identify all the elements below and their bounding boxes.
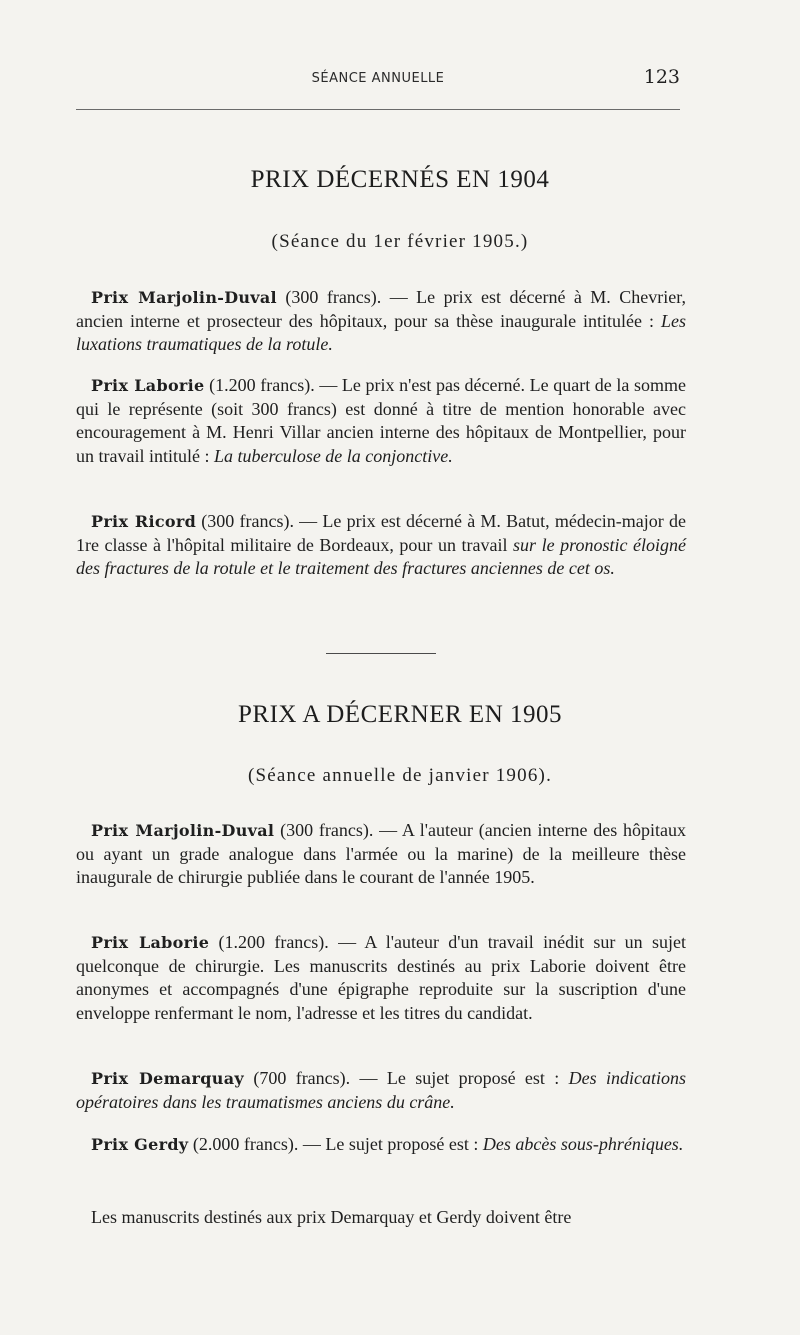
prize-name: Prix Marjolin-Duval	[91, 288, 277, 307]
section-subtitle-session-1906: (Séance annuelle de janvier 1906).	[247, 765, 553, 786]
prize-title-italic: La tuberculose de la conjonctive.	[213, 445, 453, 466]
prize-title-italic: sur le pronostic éloigné des fractures de la rotule et le traitement des fractures anciennes de cet os.	[76, 534, 686, 578]
prize-title-italic: Des abcès sous-phréniques.	[482, 1134, 684, 1154]
running-head	[76, 66, 680, 90]
prize-text: (300 francs). — Le prix est décerné à M. Batut, médecin-major de 1re classe à l'hôpital militaire de Bordeaux, pour un travail	[76, 511, 686, 555]
page-number: 123	[643, 66, 680, 88]
prize-paragraph	[76, 510, 686, 581]
prize-paragraph	[76, 1067, 686, 1114]
prize-paragraph	[76, 1133, 686, 1157]
prize-paragraph	[76, 931, 686, 1025]
running-title: SÉANCE ANNUELLE	[311, 71, 445, 86]
closing-text: Les manuscrits destinés aux prix Demarquay et Gerdy doivent être	[91, 1207, 572, 1227]
prize-text: (300 francs). — Le prix est décerné à M. Chevrier, ancien interne et prosecteur des hôpitaux, pour sa thèse inaugurale intitulée :	[76, 287, 687, 331]
section-title-awarded-1904: PRIX DÉCERNÉS EN 1904	[250, 166, 550, 193]
prize-paragraph	[76, 286, 686, 357]
closing-paragraph	[76, 1206, 686, 1230]
prize-name: Prix Ricord	[91, 512, 197, 531]
prize-paragraph	[76, 819, 686, 890]
prize-text: (2.000 francs). — Le sujet proposé est :	[188, 1134, 483, 1154]
prize-name: Prix Demarquay	[91, 1069, 244, 1088]
prize-title-italic: Des indications opératoires dans les traumatismes anciens du crâne.	[76, 1068, 686, 1112]
prize-paragraph	[76, 374, 686, 468]
header-rule	[76, 109, 680, 110]
prize-text: (300 francs). — A l'auteur (ancien interne des hôpitaux ou ayant un grade analogue dans l'armée ou la marine) de la meilleure thèse inaugurale de chirurgie publiée dans le courant de l'année 1905.	[76, 820, 686, 887]
prize-name: Prix Marjolin-Duval	[91, 821, 275, 840]
prize-name: Prix Laborie	[91, 376, 205, 395]
prize-text: (700 francs). — Le sujet proposé est :	[243, 1068, 569, 1088]
prize-name: Prix Laborie	[91, 933, 210, 952]
prize-title-italic: Les luxations traumatiques de la rotule.	[76, 310, 686, 354]
prize-name: Prix Gerdy	[91, 1135, 189, 1154]
prize-text: (1.200 francs). — Le prix n'est pas décerné. Le quart de la somme qui le représente (soit 300 francs) est donné à titre de mention honorable avec encouragement à M. Henri Villar ancien interne des hôpitaux de Montpellier, pour un travail intitulé :	[76, 375, 686, 466]
prize-text: (1.200 francs). — A l'auteur d'un travail inédit sur un sujet quelconque de chirurgie. Les manuscrits destinés au prix Laborie doivent être anonymes et accompagnés d'une épigraphe reproduite sur la suscription d'une enveloppe renfermant le nom, l'adresse et les titres du candidat.	[76, 932, 686, 1023]
section-subtitle-session-1905: (Séance du 1er février 1905.)	[271, 231, 529, 252]
section-divider	[326, 653, 436, 654]
section-title-to-award-1905: PRIX A DÉCERNER EN 1905	[237, 701, 563, 728]
